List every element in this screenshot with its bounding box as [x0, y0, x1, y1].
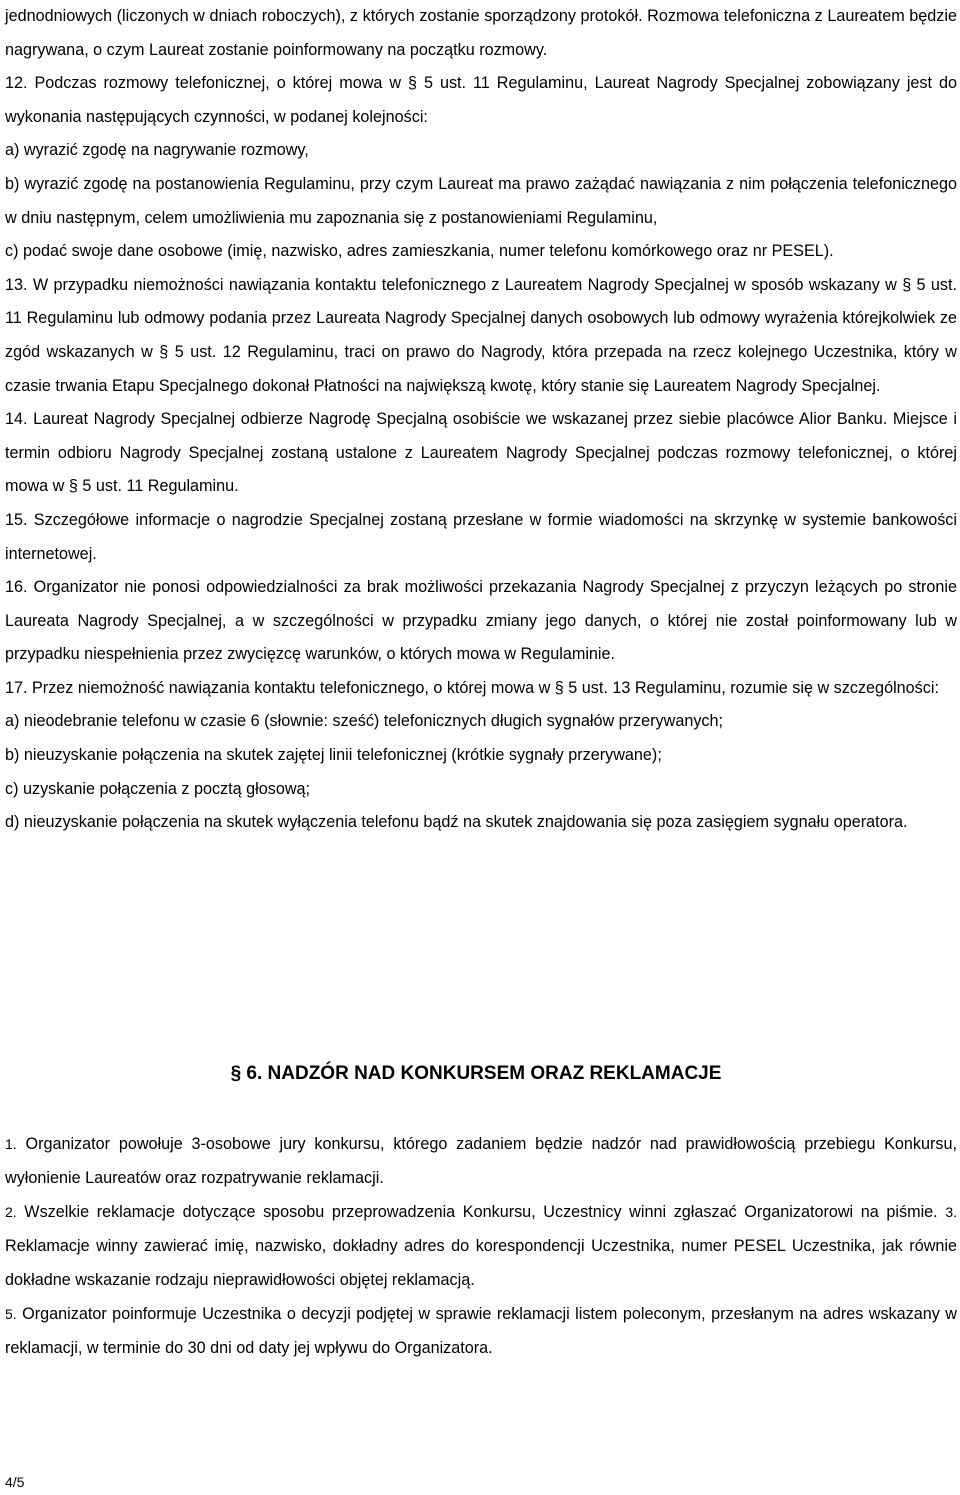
list-item-17c: c) uzyskanie połączenia z pocztą głosową;: [5, 779, 311, 798]
section-6-paragraph-1: [5, 1127, 957, 1195]
paragraph-number: 2.: [5, 1204, 17, 1220]
document-body: [5, 0, 957, 840]
list-item-12b: b) wyrazić zgodę na postanowienia Regulaminu, przy czym Laureat ma prawo zażądać nawiązania z nim połączenia telefonicznego w dniu następnym, celem umożliwienia mu zapoznania się z postanowieniami Regulaminu,: [5, 174, 957, 227]
paragraph-12: 12. Podczas rozmowy telefonicznej, o której mowa w § 5 ust. 11 Regulaminu, Laureat Nagrody Specjalnej zobowiązany jest do wykonania następujących czynności, w podanej kolejności:: [5, 74, 957, 126]
paragraph-13: 13. W przypadku niemożności nawiązania kontaktu telefonicznego z Laureatem Nagrody Specjalnej w sposób wskazany w § 5 ust. 11 Regulaminu lub odmowy podania przez Laureata Nagrody Specjalnej danych osobowych lub odmowy wyrażenia którejkolwiek ze zgód wskazanych w § 5 ust. 12 Regulaminu, traci on prawo do Nagrody, która przepada na rzecz kolejnego Uczestnika, który w czasie trwania Etapu Specjalnego dokonał Płatności na największą kwotę, który stanie się Laureatem Nagrody Specjalnej.: [5, 275, 957, 395]
paragraph-text: Reklamacje winny zawierać imię, nazwisko, dokładny adres do korespondencji Uczestnika, numer PESEL Uczestnika, jak równie dokładne wskazanie rodzaju nieprawidłowości objętej reklamacją.: [5, 1237, 957, 1289]
list-item-12a: a) wyrazić zgodę na nagrywanie rozmowy,: [5, 141, 309, 160]
list-item-17b: b) nieuzyskanie połączenia na skutek zajętej linii telefonicznej (krótkie sygnały przerywane);: [5, 746, 662, 765]
paragraph-16: 16. Organizator nie ponosi odpowiedzialności za brak możliwości przekazania Nagrody Specjalnej z przyczyn leżących po stronie Laureata Nagrody Specjalnej, a w szczególności w przypadku zmiany jego danych, o której nie został poinformowany lub w przypadku niespełnienia przez zwycięzcę warunków, o których mowa w Regulaminie.: [5, 578, 957, 664]
paragraph-number: 3.: [945, 1204, 957, 1220]
section-6-paragraph-2: [5, 1195, 957, 1297]
paragraph-15: 15. Szczegółowe informacje o nagrodzie Specjalnej zostaną przesłane w formie wiadomości na skrzynkę w systemie bankowości internetowej.: [5, 510, 957, 563]
list-item-17a: a) nieodebranie telefonu w czasie 6 (słownie: sześć) telefonicznych długich sygnałów przerywanych;: [5, 712, 724, 731]
paragraph-17: 17. Przez niemożność nawiązania kontaktu telefonicznego, o której mowa w § 5 ust. 13 Regulaminu, rozumie się w szczególności:: [5, 678, 939, 697]
paragraph-11-continuation: jednodniowych (liczonych w dniach roboczych), z których zostanie sporządzony protokół. Rozmowa telefoniczna z Laureatem będzie nagrywana, o czym Laureat zostanie poinformowany na początku rozmowy.: [5, 7, 957, 59]
paragraph-number: 5.: [5, 1306, 17, 1322]
section-6-body: [5, 1127, 957, 1365]
paragraph-text: Organizator poinformuje Uczestnika o decyzji podjętej w sprawie reklamacji listem poleconym, przesłanym na adres wskazany w reklamacji, w terminie do 30 dni od daty jej wpływu do Organizatora.: [5, 1305, 957, 1357]
page-number: 4/5: [5, 1474, 25, 1490]
paragraph-number: 1.: [5, 1136, 17, 1152]
list-item-12c: c) podać swoje dane osobowe (imię, nazwisko, adres zamieszkania, numer telefonu komórkowego oraz nr PESEL).: [5, 242, 834, 261]
paragraph-14: 14. Laureat Nagrody Specjalnej odbierze Nagrodę Specjalną osobiście we wskazanej przez siebie placówce Alior Banku. Miejsce i termin odbioru Nagrody Specjalnej zostaną ustalone z Laureatem Nagrody Specjalnej podczas rozmowy telefonicznej, o której mowa w § 5 ust. 11 Regulaminu.: [5, 410, 957, 496]
list-item-17d: d) nieuzyskanie połączenia na skutek wyłączenia telefonu bądź na skutek znajdowania się poza zasięgiem sygnału operatora.: [5, 813, 908, 832]
section-6-paragraph-5: [5, 1297, 957, 1365]
section-heading: § 6. NADZÓR NAD KONKURSEM ORAZ REKLAMACJE: [230, 1063, 722, 1084]
paragraph-text: Wszelkie reklamacje dotyczące sposobu przeprowadzenia Konkursu, Uczestnicy winni zgłaszać Organizatorowi na piśmie.: [16, 1203, 946, 1221]
paragraph-text: Organizator powołuje 3-osobowe jury konkursu, którego zadaniem będzie nadzór nad prawidłowością przebiegu Konkursu, wyłonienie Laureatów oraz rozpatrywanie reklamacji.: [5, 1135, 957, 1187]
